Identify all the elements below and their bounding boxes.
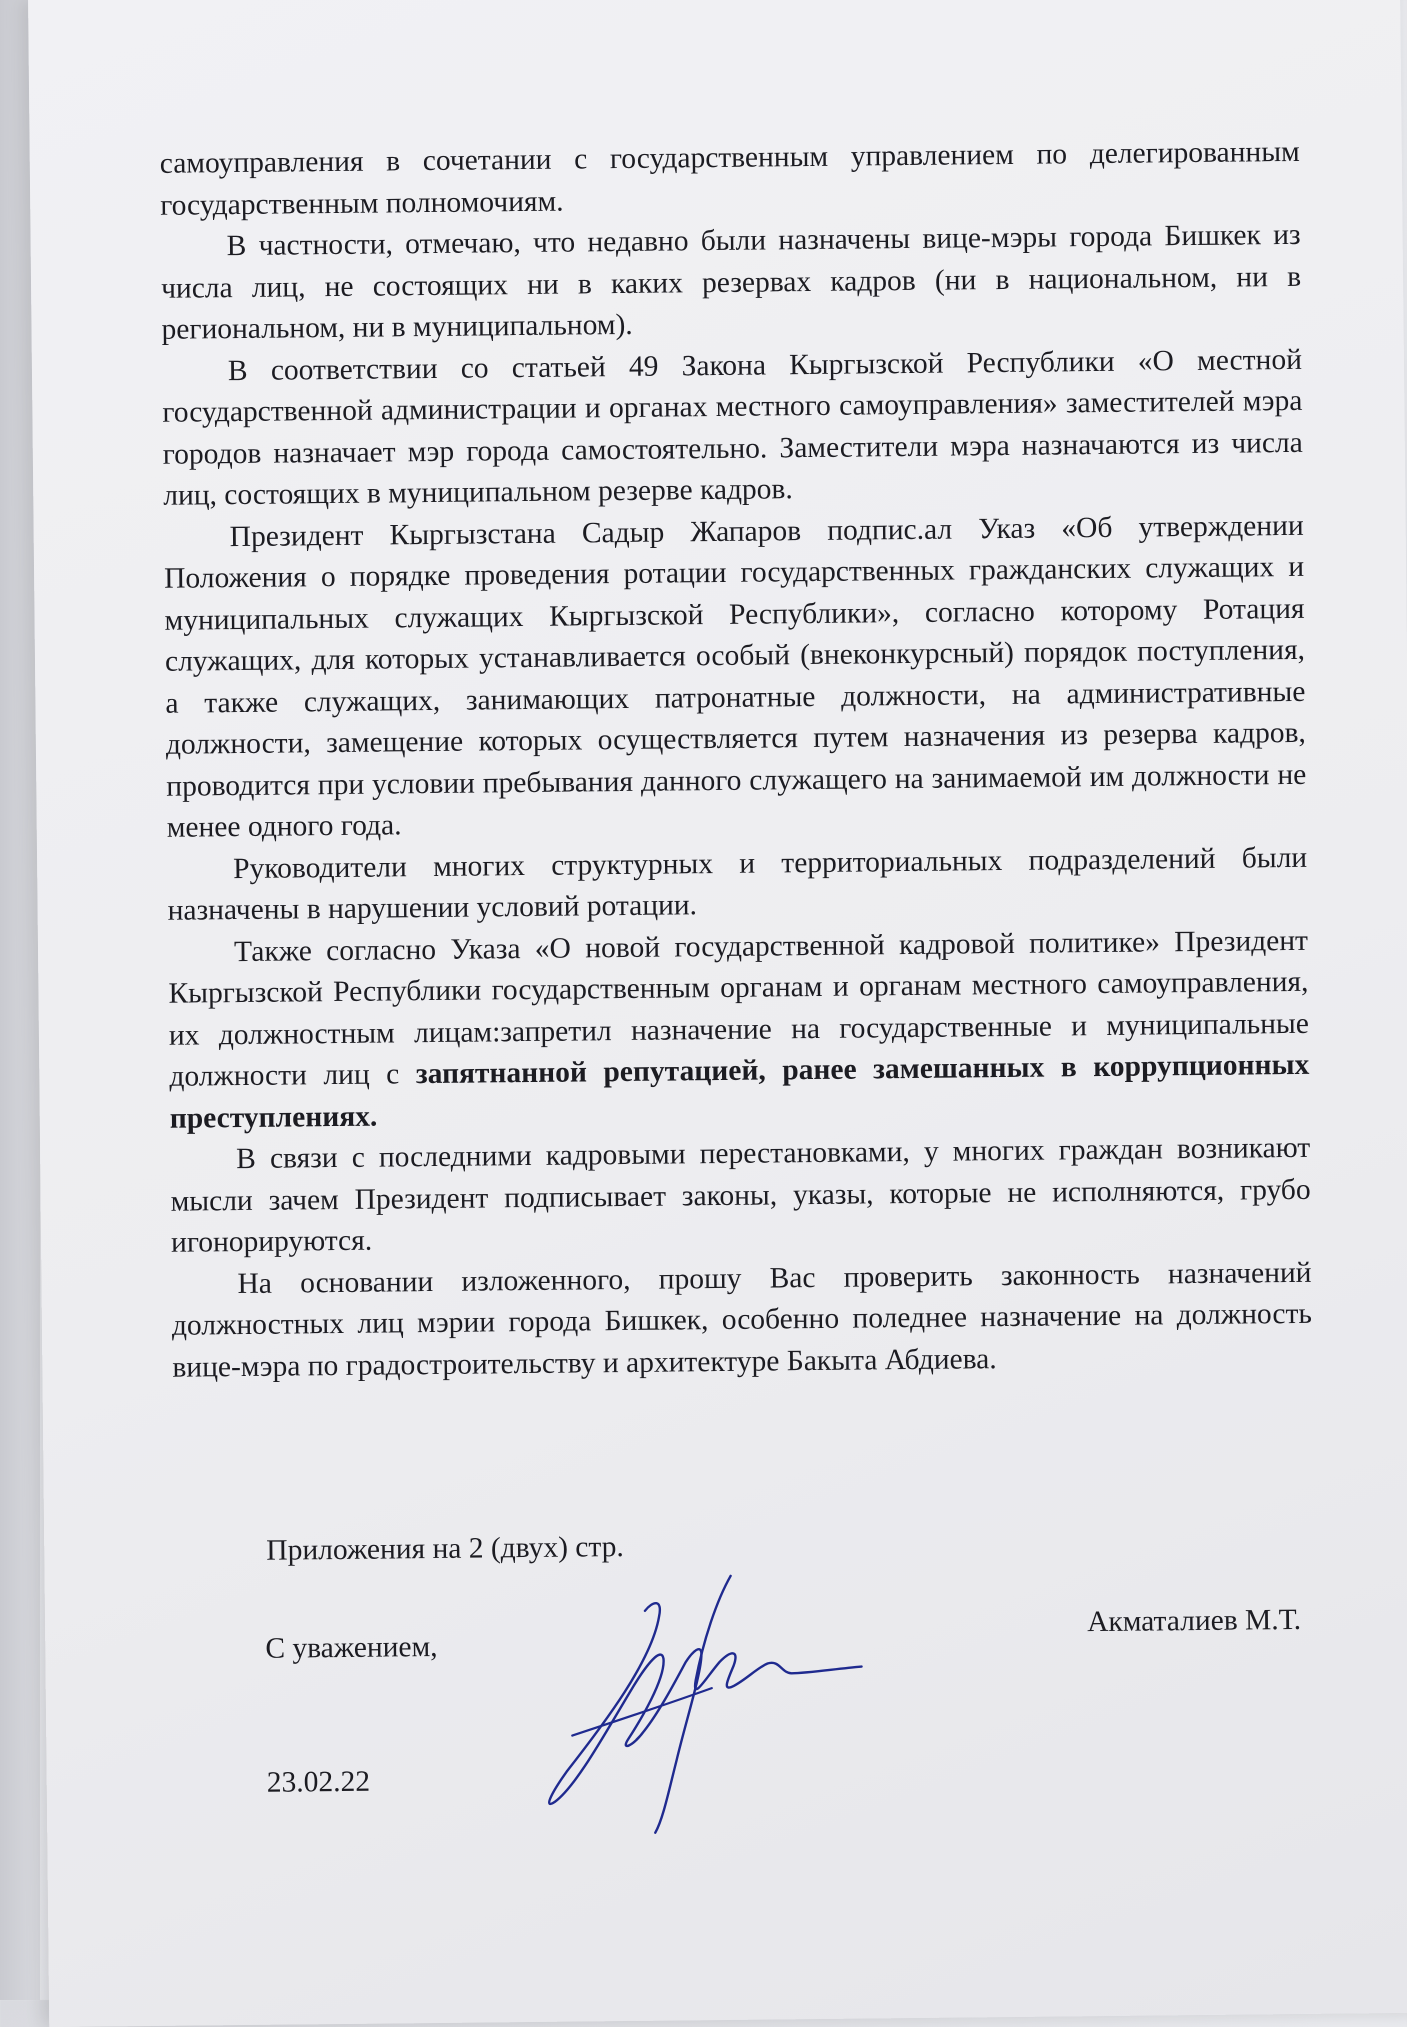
signature-stroke-2 bbox=[694, 1575, 862, 1690]
signature-stroke-3 bbox=[572, 1688, 712, 1735]
attachments-note: Приложения на 2 (двух) стр. bbox=[266, 1531, 624, 1567]
paragraph-6-text: Также согласно Указа «О новой государственной кадровой политике» Президент Кыргызской Республики государственным органам и органам местного самоуправления, их должностным лицам:запретил назначение на государственные и муниципальные должности лиц с bbox=[168, 924, 1310, 1093]
paragraph-1: самоуправления в сочетании с государственным управлением по делегированным государственным полномочиям. bbox=[159, 135, 1300, 222]
letter-body bbox=[160, 132, 1313, 1389]
paragraph-2: В частности, отмечаю, что недавно были назначены вице-мэры города Бишкек из числа лиц, не состоящих ни в каких резервах кадров (ни в национальном, ни в региональном, ни в муниципальном). bbox=[160, 218, 1302, 346]
paragraph-3: В соответствии со статьей 49 Закона Кыргызской Республики «О местной государственной администрации и органах местного самоуправления» заместителей мэра городов назначает мэр города самостоятельно. Заместители мэра назначаются из числа лиц, состоящих в муниципальном резерве кадров. bbox=[162, 343, 1303, 512]
paragraph-6 bbox=[168, 920, 1310, 1139]
letter-page bbox=[28, 0, 1407, 2027]
letter-date: 23.02.22 bbox=[266, 1765, 371, 1799]
author-name: Акматалиев М.Т. bbox=[1086, 1603, 1302, 1639]
closing-phrase: С уважением, bbox=[265, 1630, 438, 1665]
paragraph-7: В связи с последними кадровыми перестановками, у многих граждан возникают мысли зачем Президент подписывает законы, указы, которые не исполняются, грубо игонорируются. bbox=[170, 1131, 1311, 1259]
paragraph-4: Президент Кыргызстана Садыр Жапаров подпис.ал Указ «Об утверждении Положения о порядке проведения ротации государственных гражданских служащих и муниципальных служащих Кыргызской Республики», согласно которому Ротация служащих, для которых устанавливается особый (внеконкурсный) порядок поступления, а также служащих, занимающих патронатные должности, на административные должности, замещение которых осуществляется путем назначения из резерва кадров, проводится при условии пребывания данного служащего на занимаемой им должности не менее одного года. bbox=[163, 509, 1307, 844]
paragraph-6-bold-text: запятнанной репутацией, ранее замешанных в коррупционных преступлениях. bbox=[169, 1048, 1310, 1135]
paragraph-5: Руководители многих структурных и территориальных подразделений были назначены в нарушении условий ротации. bbox=[167, 841, 1308, 927]
handwritten-signature bbox=[535, 1568, 878, 1842]
paragraph-8: На основании изложенного, прошу Вас проверить законность назначений должностных лиц мэрии города Бишкек, особенно поледнее назначение на должность вице-мэра по градостроительству и архитектуре Бакыта Абдиева. bbox=[171, 1256, 1313, 1384]
